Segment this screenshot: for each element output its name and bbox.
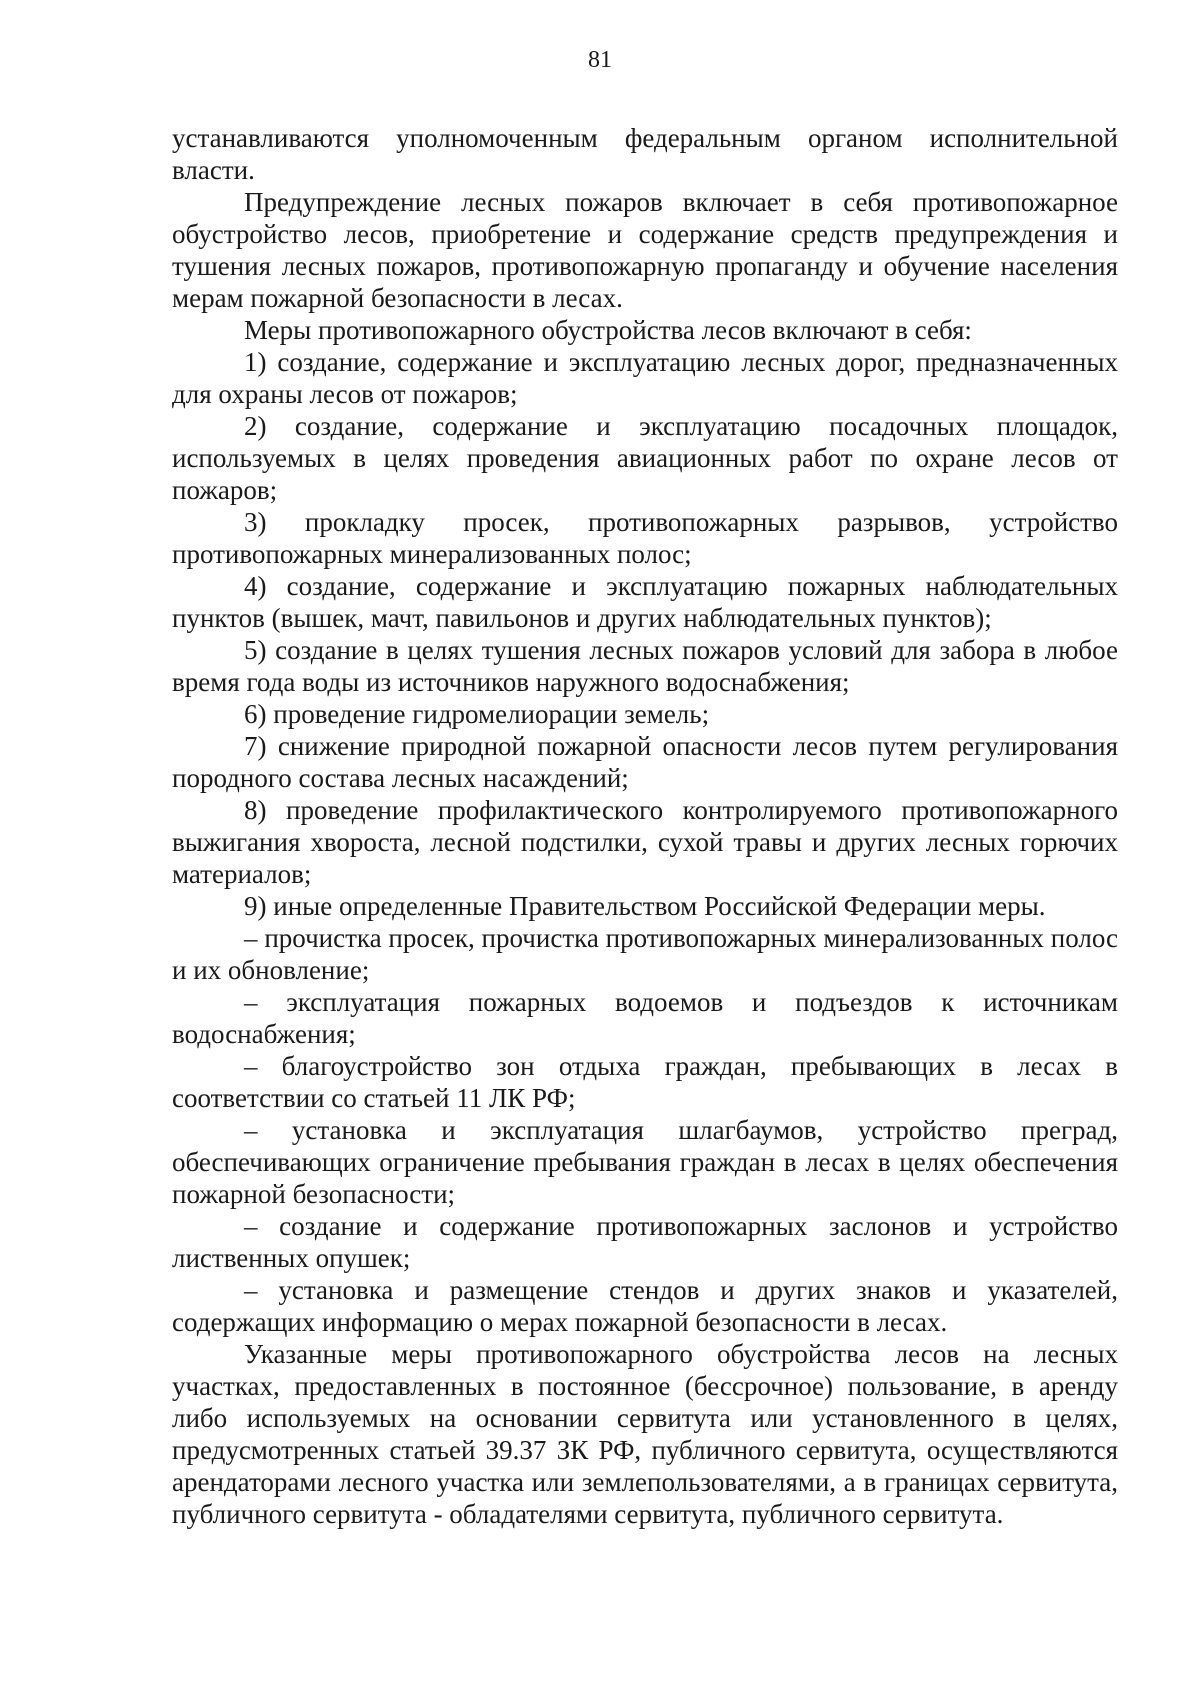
paragraph: устанавливаются уполномоченным федеральным органом исполнительной власти. xyxy=(172,123,1118,185)
list-item: 3) прокладку просек, противопожарных разрывов, устройство противопожарных минерализованных полос; xyxy=(172,507,1118,569)
list-item: 6) проведение гидромелиорации земель; xyxy=(244,699,710,729)
document-body xyxy=(172,122,1118,1530)
dash-item: – установка и эксплуатация шлагбаумов, устройство преград, обеспечивающих ограничение пребывания граждан в лесах в целях обеспечения пожарной безопасности; xyxy=(172,1115,1118,1209)
list-item: 5) создание в целях тушения лесных пожаров условий для забора в любое время года воды из источников наружного водоснабжения; xyxy=(172,635,1118,697)
dash-item: – прочистка просек, прочистка противопожарных минерализованных полос и их обновление; xyxy=(172,923,1118,985)
list-item: 9) иные определенные Правительством Российской Федерации меры. xyxy=(244,891,1046,921)
dash-item: – установка и размещение стендов и других знаков и указателей, содержащих информацию о мерах пожарной безопасности в лесах. xyxy=(172,1275,1118,1337)
dash-item: – благоустройство зон отдыха граждан, пребывающих в лесах в соответствии со статьей 11 ЛК РФ; xyxy=(172,1051,1118,1113)
list-item: 8) проведение профилактического контролируемого противопожарного выжигания хвороста, лесной подстилки, сухой травы и других лесных горючих материалов; xyxy=(172,795,1118,889)
list-item: 7) снижение природной пожарной опасности лесов путем регулирования породного состава лесных насаждений; xyxy=(172,731,1118,793)
list-item: 4) создание, содержание и эксплуатацию пожарных наблюдательных пунктов (вышек, мачт, павильонов и других наблюдательных пунктов); xyxy=(172,571,1118,633)
list-item: 2) создание, содержание и эксплуатацию посадочных площадок, используемых в целях проведения авиационных работ по охране лесов от пожаров; xyxy=(172,411,1118,505)
page-number: 81 xyxy=(588,47,612,73)
dash-item: – эксплуатация пожарных водоемов и подъездов к источникам водоснабжения; xyxy=(172,987,1118,1049)
paragraph: Указанные меры противопожарного обустройства лесов на лесных участках, предоставленных в постоянное (бессрочное) пользование, в аренду либо используемых на основании сервитута или установленного в целях, предусмотренных статьей 39.37 ЗК РФ, публичного сервитута, осуществляются арендаторами лесного участка или землепользователями, а в границах сервитута, публичного сервитута - обладателями сервитута, публичного сервитута. xyxy=(172,1339,1118,1529)
paragraph: Предупреждение лесных пожаров включает в себя противопожарное обустройство лесов, приобретение и содержание средств предупреждения и тушения лесных пожаров, противопожарную пропаганду и обучение населения мерам пожарной безопасности в лесах. xyxy=(172,187,1118,313)
dash-item: – создание и содержание противопожарных заслонов и устройство лиственных опушек; xyxy=(172,1211,1118,1273)
list-item: 1) создание, содержание и эксплуатацию лесных дорог, предназначенных для охраны лесов от пожаров; xyxy=(172,347,1118,409)
paragraph: Меры противопожарного обустройства лесов включают в себя: xyxy=(244,315,972,345)
